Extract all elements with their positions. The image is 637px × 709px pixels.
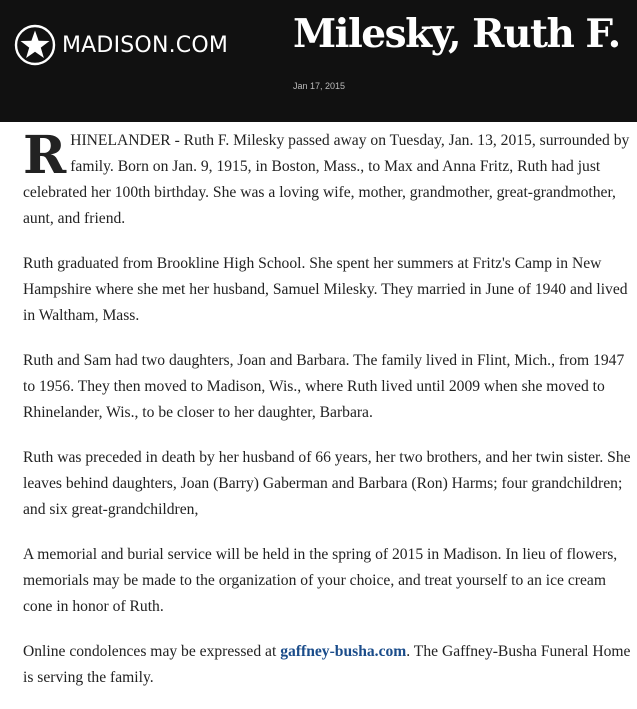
paragraph-1 <box>23 125 633 232</box>
logo-text: MADISON.COM <box>62 32 229 58</box>
condolences-text: Online condolences may be expressed at <box>23 643 281 660</box>
paragraph-6 <box>23 639 633 691</box>
page-title: Milesky, Ruth F. <box>293 11 620 57</box>
site-header <box>0 0 637 122</box>
paragraph-2: Ruth graduated from Brookline High School. She spent her summers at Fritz's Camp in New Hampshire where she met her husband, Samuel Milesky. They married in June of 1940 and lived in Waltham, Mass. <box>23 255 628 324</box>
obituary-body <box>23 125 633 709</box>
publish-date: Jan 17, 2015 <box>293 81 346 91</box>
paragraph-5: A memorial and burial service will be held in the spring of 2015 in Madison. In lieu of flowers, memorials may be made to the organization of your choice, and treat yourself to an ice cream cone in honor of Ruth. <box>23 546 618 615</box>
star-circle-icon <box>14 24 56 66</box>
paragraph-3: Ruth and Sam had two daughters, Joan and Barbara. The family lived in Flint, Mich., from 1947 to 1956. They then moved to Madison, Wis., where Ruth lived until 2009 when she moved to Rhinelander, Wis., to be closer to her daughter, Barbara. <box>23 352 625 421</box>
paragraph-4: Ruth was preceded in death by her husband of 66 years, her two brothers, and her twin sister. She leaves behind daughters, Joan (Barry) Gaberman and Barbara (Ron) Harms; four grandchildren; and six great-grandchildren, <box>23 449 631 518</box>
drop-cap: R <box>23 125 67 186</box>
funeral-home-link[interactable]: gaffney-busha.com <box>280 643 407 660</box>
site-logo[interactable] <box>14 23 228 67</box>
paragraph-1-text: HINELANDER - Ruth F. Milesky passed away on Tuesday, Jan. 13, 2015, surrounded by family. Born on Jan. 9, 1915, in Boston, Mass., to Max and Anna Fritz, Ruth had just celebrated her 100th birthday. She was a loving wife, mother, grandmother, great-grandmother, aunt, and friend. <box>23 132 630 227</box>
funeral-home-text: . The Gaffney-Busha Funeral Home is serving the family. <box>23 643 631 686</box>
